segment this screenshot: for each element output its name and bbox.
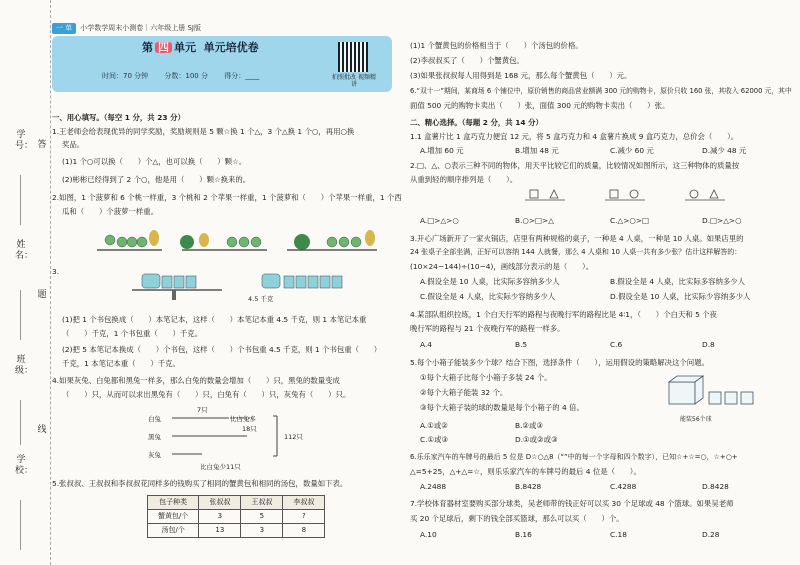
- diagram-label-baitu: 白兔: [148, 415, 161, 423]
- school-label: 学校：: [15, 455, 34, 476]
- weight-label: 4.5 千克: [248, 295, 274, 303]
- choice-2-cont: 从重到轻的顺序排列是（ ）。: [410, 175, 518, 184]
- option[interactable]: C.18: [610, 530, 627, 539]
- score-info: 分数：100 分: [164, 72, 208, 80]
- option[interactable]: A.假设全是 10 人桌，比实际多容纳多少人: [420, 277, 560, 286]
- question-1-cont: 奖品。: [62, 140, 85, 149]
- option[interactable]: B.16: [515, 530, 532, 539]
- option[interactable]: B.5: [515, 340, 528, 349]
- question-5-1: (1)1 个蟹黄包的价格相当于（ ）个汤包的价格。: [410, 41, 583, 50]
- binding-sidebar: [0, 0, 51, 565]
- choice-5: 5.每个小箱子能装多少个球？结合下图，选择条件（ ），运用假设的策略解决这个问题。: [410, 358, 709, 367]
- option[interactable]: D.8428: [702, 482, 729, 491]
- question-3-1: (1)把 1 个书包换成（ ）本笔记本，这样（ ）本笔记本重 4.5 千克，则 1 本笔记本重: [62, 315, 367, 324]
- question-3-2-cont: 千克，1 本笔记本重（ ）千克。: [62, 359, 180, 368]
- bun-table: [147, 495, 325, 538]
- diagram-more: 比白兔多: [230, 415, 256, 423]
- class-label: 班级：: [15, 355, 34, 376]
- question-1-1: (1)1 个○可以换（ ）个△，也可以换（ ）颗☆。: [62, 157, 247, 166]
- result-info: 得分：____: [224, 72, 260, 80]
- cut-line-char: 线: [37, 425, 47, 435]
- qr-code: [338, 42, 368, 72]
- unit-number-badge: 四: [155, 42, 172, 53]
- boxes-figure: [665, 372, 765, 412]
- question-1-2: (2)彬彬已经得到了 2 个○，他是用（ ）颗☆换来的。: [62, 175, 251, 184]
- option[interactable]: C.假设全是 4 人桌，比实际少容纳多少人: [420, 292, 556, 301]
- choice-4-cont: 晚行军的路程与 21 个夜晚行军的路程一样多。: [410, 324, 565, 333]
- diagram-18: 18只: [242, 425, 257, 433]
- option[interactable]: C.△>○>□: [610, 216, 650, 225]
- fill-line: [20, 400, 22, 445]
- option[interactable]: B.8428: [515, 482, 542, 491]
- choice-2: 2.□、△、○表示三种不同的物体，用天平比较它们的质量，比较情况如图所示，这三种物体的质量按: [410, 161, 740, 170]
- series-line: [52, 23, 201, 34]
- option[interactable]: A.4: [420, 340, 432, 349]
- shape-balance-figure: [520, 188, 770, 210]
- option[interactable]: D.8: [702, 340, 715, 349]
- option[interactable]: C.6: [610, 340, 623, 349]
- choice-7-cont: 买 20 个足球后，剩下的钱全部买篮球，那么可以买（ ）个。: [410, 514, 624, 523]
- question-6: 6.“双十一”期间，某商场 6 个铺位中，原价销售的商品营业额满 300 元的购物卡，原价只收 160 张，其收入 62000 元，其中: [410, 87, 792, 95]
- fill-line: [20, 290, 22, 340]
- option[interactable]: A.①或②: [420, 421, 448, 430]
- unit-tag: 一 单: [52, 23, 76, 34]
- option[interactable]: D.①或②或③: [515, 435, 558, 444]
- option[interactable]: C.①或③: [420, 435, 449, 444]
- segment-diagram: [167, 410, 292, 465]
- choice-3-cont: 24 张桌子全部坐满，正好可以容纳 144 人就餐，那么 4 人桌和 10 人桌一共有多少张？估计这样解答的：: [410, 248, 742, 256]
- choice-6-cont: △=5+25，△+△=☆，则乐乐家汽车的车牌号的最后 4 位是（ ）。: [410, 467, 641, 476]
- qr-caption: 拍照批改 视频精讲: [332, 74, 376, 88]
- option[interactable]: C.减少 60 元: [610, 146, 654, 155]
- choice-4: 4.某部队组织拉练，1 个白天行军的路程与夜晚行军的路程比是 4∶1，（ ）个白天和 5 个夜: [410, 310, 717, 319]
- choice-6: 6.乐乐家汽车的车牌号的最后 5 位是 D☆○△8（“”中的每一个字母和四个数字），已知☆+☆=○，☆+○+: [410, 453, 738, 461]
- table-row: 蟹黄包/个 3 5 ?: [148, 510, 325, 524]
- option[interactable]: C.4288: [610, 482, 637, 491]
- right-column: [410, 0, 795, 565]
- option[interactable]: A.□>△>○: [420, 216, 459, 225]
- question-5: 5.张叔叔、王叔叔和李叔叔花同样多的钱购买了相同的蟹黄包和相同的汤包，数量如下表。: [52, 479, 348, 488]
- option[interactable]: D.假设全是 10 人桌，比实际少容纳多少人: [610, 292, 751, 301]
- option[interactable]: A.10: [420, 530, 437, 539]
- question-4: 4.如果灰兔、白兔都和黑兔一样多，那么白兔的数量会增加（ ）只，黑兔的数量变成: [52, 376, 340, 385]
- cut-line-char: 题: [37, 290, 47, 300]
- question-5-3: (3)如果张叔叔每人用得到是 168 元，那么每个蟹黄包（ ）元。: [410, 71, 632, 80]
- condition-3: ③每个大箱子装的球的数量是每个小箱子的 4 倍。: [420, 403, 584, 412]
- table-row: 汤包/个 13 3 8: [148, 524, 325, 538]
- option[interactable]: B.增加 48 元: [515, 146, 559, 155]
- condition-1: ①每个大箱子比每个小箱子多装 24 个。: [420, 373, 552, 382]
- name-label: 姓名：: [15, 240, 34, 261]
- option[interactable]: A.增加 60 元: [420, 146, 464, 155]
- section-1-heading: 一、用心填写。（每空 1 分，共 23 分）: [52, 113, 185, 122]
- option[interactable]: D.□>△>○: [702, 216, 742, 225]
- fill-line: [20, 500, 22, 550]
- question-2: 2.如图，1 个菠萝和 6 个桃一样重，3 个桃和 2 个苹果一样重，1 个菠萝和（ ）个苹果一样重，1 个西: [52, 193, 402, 202]
- option[interactable]: A.2488: [420, 482, 447, 491]
- diagram-label-huitu: 灰兔: [148, 451, 161, 459]
- question-5-2: (2)李叔叔买了（ ）个蟹黄包。: [410, 56, 524, 65]
- fruit-balance-figure: [92, 222, 382, 258]
- choice-3: 3.开心广场新开了一家火锅店，店里有两种规格的桌子，一种是 4 人桌，一种是 10 人桌。如果店里的: [410, 234, 744, 243]
- option[interactable]: D.减少 48 元: [702, 146, 747, 155]
- question-4-cont: （ ）只，从而可以求出黑兔有（ ）只，白兔有（ ）只，灰兔有（ ）只。: [62, 390, 351, 399]
- title-banner: [52, 36, 392, 92]
- diagram-label-heitu: 黑兔: [148, 433, 161, 441]
- exam-info: [102, 71, 273, 82]
- condition-2: ②每个大箱子能装 32 个。: [420, 388, 508, 397]
- fill-line: [20, 175, 22, 225]
- question-3: 3.: [52, 267, 60, 276]
- boxes-caption: 能装56个球: [680, 416, 712, 423]
- table-row: 包子种类 张叔叔 王叔叔 李叔叔: [148, 496, 325, 510]
- diagram-112: 112只: [284, 433, 303, 441]
- time-info: 时间：70 分钟: [102, 72, 149, 80]
- page-title: 第 四 单元 单元培优卷: [142, 41, 259, 54]
- question-3-2: (2)把 5 本笔记本换成（ ）个书包，这样（ ）个书包重 4.5 千克，则 1 个书包重（ ）: [62, 345, 382, 354]
- question-2-cont: 瓜和（ ）个菠萝一样重。: [62, 207, 159, 216]
- series-title: 小学数学周末小测卷｜六年级上册 SJ版: [80, 24, 201, 32]
- section-2-heading: 二、精心选择。（每题 2 分，共 14 分）: [410, 118, 543, 127]
- left-column: [52, 0, 402, 565]
- option[interactable]: B.②或③: [515, 421, 544, 430]
- cut-line-char: 答: [37, 140, 47, 150]
- question-1: 1.王老师会给表现优异的同学奖励，奖励规则是 5 颗☆换 1 个△，3 个△换 1 个○，再用○换: [52, 127, 355, 136]
- option[interactable]: B.○>□>△: [515, 216, 554, 225]
- question-3-1-cont: （ ）千克，1 个书包重（ ）千克。: [62, 329, 203, 338]
- option[interactable]: D.28: [702, 530, 720, 539]
- question-6-cont: 面值 500 元的购物卡卖出（ ）张，面值 300 元的购物卡卖出（ ）张。: [410, 101, 670, 110]
- choice-3-formula: (10×24−144)÷(10−4)，画线部分表示的是（ ）。: [410, 262, 594, 271]
- student-number-label: 学号：: [15, 130, 34, 151]
- diagram-7: 7只: [197, 406, 208, 414]
- choice-1: 1.1 盒薯片比 1 盒巧克力便宜 12 元，将 5 盒巧克力和 4 盒薯片换成 9 盒巧克力，总价会（ ）。: [410, 132, 739, 141]
- option[interactable]: B.假设全是 4 人桌，比实际多容纳多少人: [610, 277, 746, 286]
- choice-7: 7.学校体育器材室要购买部分球类，吴老师带的钱正好可以买 30 个足球或 48 个篮球。如果吴老师: [410, 499, 734, 508]
- diagram-less: 比白兔少11只: [200, 463, 241, 471]
